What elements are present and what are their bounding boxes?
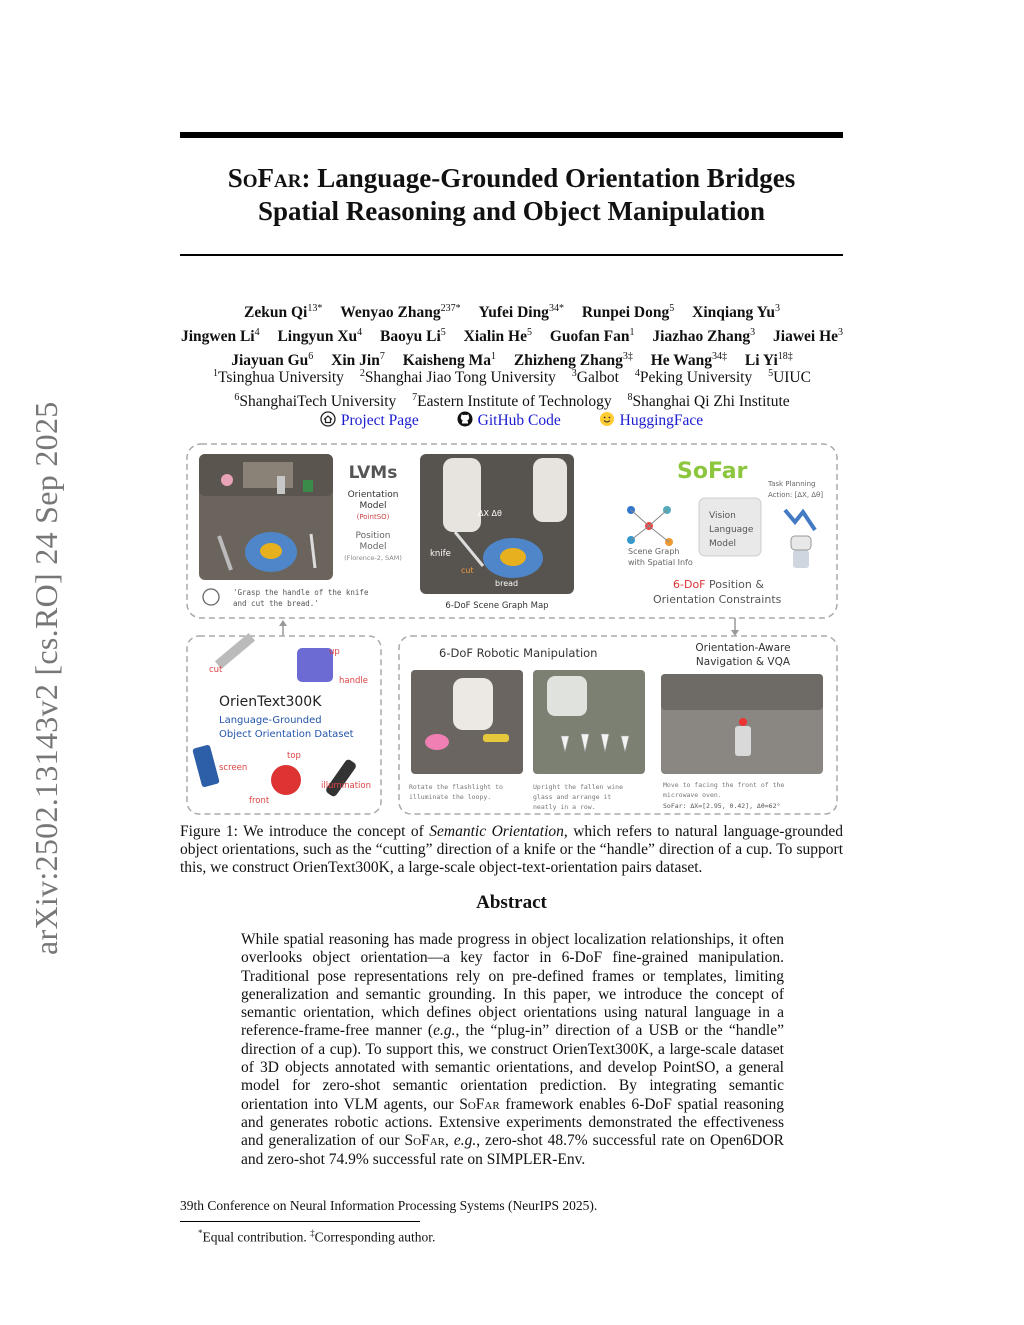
author: Jiayuan Gu$^6$: [231, 351, 314, 370]
user-icon: [203, 589, 219, 605]
cup-icon: [297, 648, 333, 682]
prompt-line-1: 'Grasp the handle of the knife: [233, 588, 369, 597]
huggingface-link[interactable]: HuggingFace: [599, 411, 704, 430]
pointso-label: (PointSO): [356, 513, 390, 521]
author: Wenyao Zhang$^{237*}$: [340, 303, 461, 322]
author: Jiazhao Zhang$^3$: [652, 327, 756, 346]
florence-sam-label: (Florence-2, SAM): [344, 554, 402, 562]
author-list: [140, 299, 884, 371]
constraints-line-1: 6-DoF Position &: [673, 578, 764, 591]
home-icon: [320, 411, 336, 427]
humanoid-robot-icon: [793, 550, 809, 568]
vlm-label-1: Vision: [709, 511, 736, 521]
vlm-label-2: Language: [709, 525, 754, 535]
author: Guofan Fan$^1$: [549, 327, 635, 346]
author: Xinqiang Yu$^3$: [692, 303, 780, 322]
scene-graph-photo: [420, 454, 574, 594]
robot-arm-small-icon: [785, 510, 815, 530]
manipulation-title: 6-DoF Robotic Manipulation: [439, 646, 598, 660]
author-row-2: [140, 323, 884, 347]
knife-tag: knife: [430, 549, 451, 559]
dataset-name: OrienText300K: [219, 694, 322, 710]
paper-title: [180, 162, 843, 228]
footnote: *Equal contribution. ‡Corresponding author.: [198, 1228, 436, 1245]
affiliation: $^7$Eastern Institute of Technology: [412, 392, 612, 411]
author: He Wang$^{34\ddagger}$: [650, 351, 728, 370]
orientation-illumination-label: illumination: [321, 781, 371, 791]
orientation-handle-label: handle: [339, 676, 368, 686]
author: Xin Jin$^7$: [331, 351, 385, 370]
author: Kaisheng Ma$^1$: [402, 351, 497, 370]
position-model-label-2: Model: [359, 542, 387, 552]
bread-tag: bread: [495, 579, 519, 588]
author: Jiawei He$^3$: [773, 327, 844, 346]
tabletop-photo: [199, 454, 333, 580]
delta-tag: ΔX Δθ: [478, 509, 502, 518]
caption-emphasis: Semantic Orientation: [429, 823, 564, 840]
lvms-label: LVMs: [348, 463, 398, 483]
github-icon: [457, 411, 473, 427]
orientation-up-label: up: [329, 647, 340, 657]
nav-result-line: SoFar: ΔX=[2.95, 0.42], Δθ=62°: [663, 802, 781, 810]
author: Lingyun Xu$^4$: [277, 327, 363, 346]
project-page-link[interactable]: Project Page: [320, 411, 419, 430]
affiliation: $^2$Shanghai Jiao Tong University: [359, 368, 556, 387]
arxiv-identifier: arXiv:2502.13143v2 [cs.RO] 24 Sep 2025: [28, 401, 64, 955]
affiliation: $^4$Peking University: [634, 368, 753, 387]
prompt-bubble: [203, 588, 369, 608]
spatial-info-label: with Spatial Info: [628, 558, 693, 567]
navigation-title-1: Orientation-Aware: [695, 642, 791, 654]
orientation-screen-label: screen: [219, 763, 248, 773]
figurine-icon: [271, 765, 301, 795]
scene-graph-map-label: 6-DoF Scene Graph Map: [445, 601, 549, 611]
affiliation: $^1$Tsinghua University: [213, 368, 344, 387]
title-top-rule: [180, 132, 843, 138]
conference-note: 39th Conference on Neural Information Processing Systems (NeurIPS 2025).: [180, 1198, 598, 1213]
navigation-title-2: Navigation & VQA: [695, 656, 791, 668]
position-model-label: Position: [355, 531, 391, 541]
affiliation: $^3$Galbot: [571, 368, 619, 387]
manip1-line-2: illuminate the loopy.: [409, 793, 492, 801]
figure-caption: Figure 1: We introduce the concept of Semantic Orientation, which refers to natural language-grounded object orientations, such as the “cutting” direction of a knife or the “handle” direction of a cup. To support this, we construct OrienText300K, a large-scale object-text-orientation pairs dataset.: [180, 823, 843, 876]
sofar-logo: SoFar: [677, 459, 748, 484]
title-line2: Spatial Reasoning and Object Manipulation: [257, 196, 766, 226]
author: Runpei Dong$^5$: [581, 303, 675, 322]
affiliation: $^6$ShanghaiTech University: [234, 392, 397, 411]
title-line1: : Language-Grounded Orientation Bridges: [301, 163, 796, 193]
robot-arm-icon: [443, 458, 481, 532]
author: Baoyu Li$^5$: [380, 327, 446, 346]
scene-graph-icon: [627, 506, 673, 546]
bread-icon: [260, 543, 282, 559]
phone-icon: [192, 744, 220, 787]
author-row-1: [140, 299, 884, 323]
affiliation-list: [140, 364, 884, 412]
orientation-model-label: Orientation: [347, 490, 399, 500]
affiliation-row-1: [140, 364, 884, 388]
manip1-line-1: Rotate the flashlight to: [409, 783, 503, 791]
author: Xialin He$^5$: [463, 327, 532, 346]
wine-glass-task-photo: [533, 670, 645, 774]
huggingface-icon: [599, 411, 615, 427]
author: Yufei Ding$^{34*}$: [478, 303, 564, 322]
affiliation: $^8$Shanghai Qi Zhi Institute: [627, 392, 790, 411]
orientation-model-label-2: Model: [359, 501, 387, 511]
manip2-line-2: glass and arrange it: [533, 793, 612, 801]
abstract-heading: Abstract: [476, 892, 547, 913]
constraints-line-2: Orientation Constraints: [653, 593, 782, 606]
caption-label: Figure 1:: [180, 823, 238, 840]
affiliation-row-2: [140, 388, 884, 412]
author: Zekun $Qi^{13*}$: [244, 303, 323, 322]
footnote-rule: [180, 1221, 420, 1222]
title-sofar: SoFar: [227, 163, 302, 193]
prompt-line-2: and cut the bread.': [233, 599, 319, 608]
author: Jingwen Li$^4$: [180, 327, 260, 346]
figure-1-overview: [183, 440, 841, 820]
vlm-label-3: Model: [709, 539, 737, 549]
navigation-photo: [661, 674, 823, 774]
orientation-front-label: front: [249, 796, 270, 806]
nav-line-1: Move to facing the front of the: [663, 781, 785, 789]
affiliation: $^5$UIUC: [768, 368, 811, 387]
orientation-top-label: top: [287, 751, 301, 761]
author: Li $Yi^{18\ddagger}$: [744, 351, 793, 370]
cut-tag: cut: [461, 566, 474, 575]
abstract-body: While spatial reasoning has made progress in object localization relationships, it often overlooks object orientation—a key factor in 6-DoF fine-grained manipulation. Traditional pose representations rely on pre-defined frames or templates, limiting generalization and semantic grounding. In this paper, we introduce the concept of semantic orientation, which defines object orientations using natural language in a reference-frame-free manner (e.g., the “plug-in” direction of a USB or the “handle” direction of a cup). To support this, we construct OrienText300K, a large-scale dataset of 3D objects annotated with semantic orientations, and develop PointSO, a general model for zero-shot semantic orientation prediction. By integrating semantic orientation into VLM agents, our SoFar framework enables 6-DoF spatial reasoning and generates robotic actions. Extensive experiments demonstrated the effectiveness and generalization of our SoFar, e.g., zero-shot 48.7% successful rate on Open6DOR and zero-shot 74.9% successful rate on SIMPLER-Env.: [241, 931, 785, 1168]
flashlight-icon: [325, 758, 358, 798]
knife-object-icon: [215, 633, 255, 669]
task-action-label: Action: [ΔX, Δθ]: [768, 491, 824, 499]
task-planning-label: Task Planning: [768, 480, 816, 488]
dataset-desc-2: Object Orientation Dataset: [219, 729, 354, 740]
orientation-cut-label: cut: [209, 665, 223, 675]
scene-graph-label: Scene Graph: [628, 547, 680, 556]
flashlight-task-photo: [411, 670, 523, 774]
manip2-line-3: neatly in a row.: [533, 803, 596, 811]
github-code-link[interactable]: GitHub Code: [457, 411, 561, 430]
resource-links: [180, 411, 843, 430]
nav-line-2: microwave oven.: [663, 791, 722, 799]
title-bottom-rule: [180, 254, 843, 256]
author: Zhizheng Zhang$^{3\ddagger}$: [513, 351, 633, 370]
dataset-desc-1: Language-Grounded: [219, 715, 322, 726]
manip2-line-1: Upright the fallen wine: [533, 783, 624, 791]
